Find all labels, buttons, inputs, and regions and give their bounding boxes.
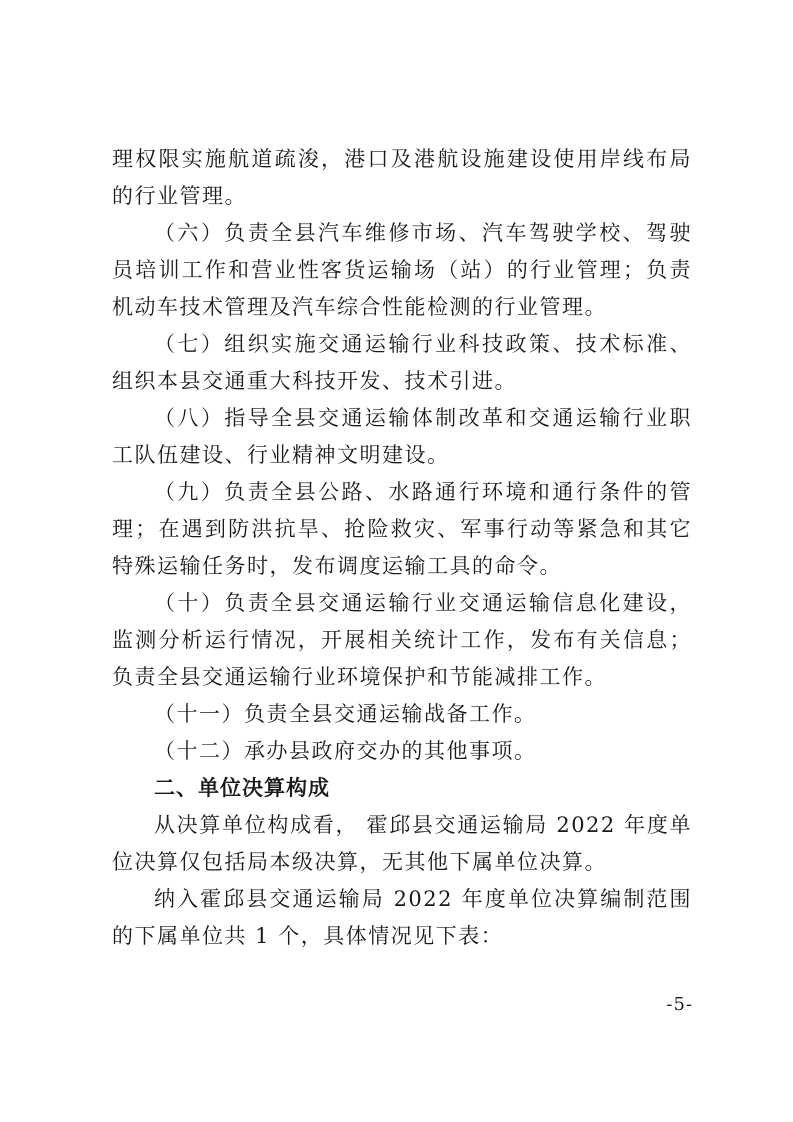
paragraph-item-10: （十）负责全县交通运输行业交通运输信息化建设，监测分析运行情况，开展相关统计工作，发布有关信息；负责全县交通运输行业环境保护和节能减排工作。	[112, 591, 692, 689]
paragraph-item-8: （八）指导全县交通运输体制改革和交通运输行业职工队伍建设、行业精神文明建设。	[112, 406, 692, 467]
paragraph-item-6: （六）负责全县汽车维修市场、汽车驾驶学校、驾驶员培训工作和营业性客货运输场（站）的行业管理；负责机动车技术管理及汽车综合性能检测的行业管理。	[112, 221, 692, 319]
paragraph-item-12: （十二）承办县政府交办的其他事项。	[154, 739, 537, 763]
paragraph-continuation: 理权限实施航道疏浚，港口及港航设施建设使用岸线布局的行业管理。	[112, 147, 692, 208]
paragraph-composition: 从决算单位构成看， 霍邱县交通运输局 2022 年度单位决算仅包括局本级决算，无其他下属单位决算。	[112, 813, 692, 874]
section-heading: 二、单位决算构成	[154, 776, 330, 800]
document-body	[112, 141, 692, 955]
paragraph-item-11: （十一）负责全县交通运输战备工作。	[154, 702, 537, 726]
paragraph-item-9: （九）负责全县公路、水路通行环境和通行条件的管理；在遇到防洪抗旱、抢险救灾、军事行动等紧急和其它特殊运输任务时，发布调度运输工具的命令。	[112, 480, 692, 578]
page-number: -5-	[666, 994, 693, 1015]
paragraph-item-7: （七）组织实施交通运输行业科技政策、技术标准、组织本县交通重大科技开发、技术引进。	[112, 332, 692, 393]
paragraph-scope: 纳入霍邱县交通运输局 2022 年度单位决算编制范围的下属单位共 1 个，具体情况见下表：	[112, 887, 692, 948]
